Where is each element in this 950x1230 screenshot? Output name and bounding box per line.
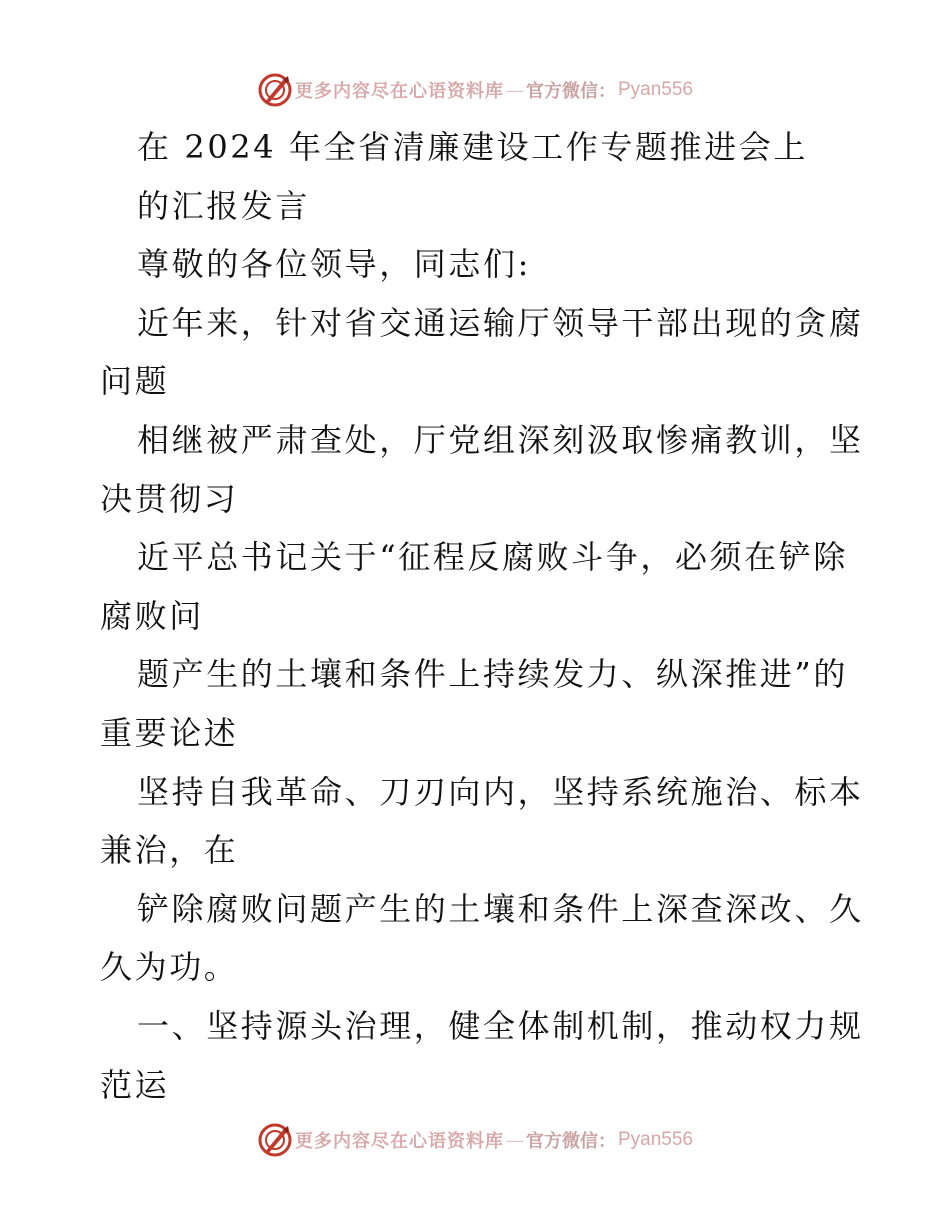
footer-watermark <box>0 1120 950 1160</box>
doc-line: 相继被严肃查处，厅党组深刻汲取惨痛教训，坚 <box>137 420 864 459</box>
doc-line: 久为功。 <box>100 948 239 987</box>
doc-line: 坚持自我革命、刀刃向内，坚持系统施治、标本 <box>137 772 864 811</box>
watermark-text: 更多内容尽在心语资料库 <box>294 1131 504 1152</box>
doc-title-line-1: 在 2024 年全省清廉建设工作专题推进会上 <box>137 128 808 166</box>
doc-line: 范运 <box>100 1065 170 1104</box>
doc-title-line-2: 的汇报发言 <box>137 186 311 225</box>
seal-pen-logo-icon <box>257 1122 293 1158</box>
doc-line: 近年来，针对省交通运输厅领导干部出现的贪腐 <box>137 303 864 342</box>
doc-salutation: 尊敬的各位领导，同志们: <box>137 245 531 284</box>
doc-line: 问题 <box>100 362 170 401</box>
watermark-text: 更多内容尽在心语资料库 <box>294 81 504 102</box>
doc-section-heading: 一、坚持源头治理，健全体制机制，推动权力规 <box>137 1006 864 1045</box>
watermark-wechat-id: Pyan556 <box>617 79 693 100</box>
watermark-wechat-label: 官方微信： <box>525 1131 616 1152</box>
doc-line: 重要论述 <box>100 713 239 752</box>
watermark-wechat-id: Pyan556 <box>617 1129 693 1150</box>
watermark-separator: — <box>505 79 524 101</box>
doc-line: 铲除腐败问题产生的土壤和条件上深查深改、久 <box>137 889 864 928</box>
doc-line: 题产生的土壤和条件上持续发力、纵深推进”的 <box>137 655 848 694</box>
header-watermark <box>0 70 950 110</box>
doc-line: 近平总书记关于“征程反腐败斗争，必须在铲除 <box>137 538 848 577</box>
document-body <box>100 118 864 1114</box>
doc-line: 决贯彻习 <box>100 479 239 518</box>
watermark-wechat-label: 官方微信： <box>525 81 616 102</box>
doc-line: 腐败问 <box>100 596 204 635</box>
doc-line: 兼治，在 <box>100 831 239 870</box>
seal-pen-logo-icon <box>257 72 293 108</box>
watermark-separator: — <box>505 1129 524 1151</box>
